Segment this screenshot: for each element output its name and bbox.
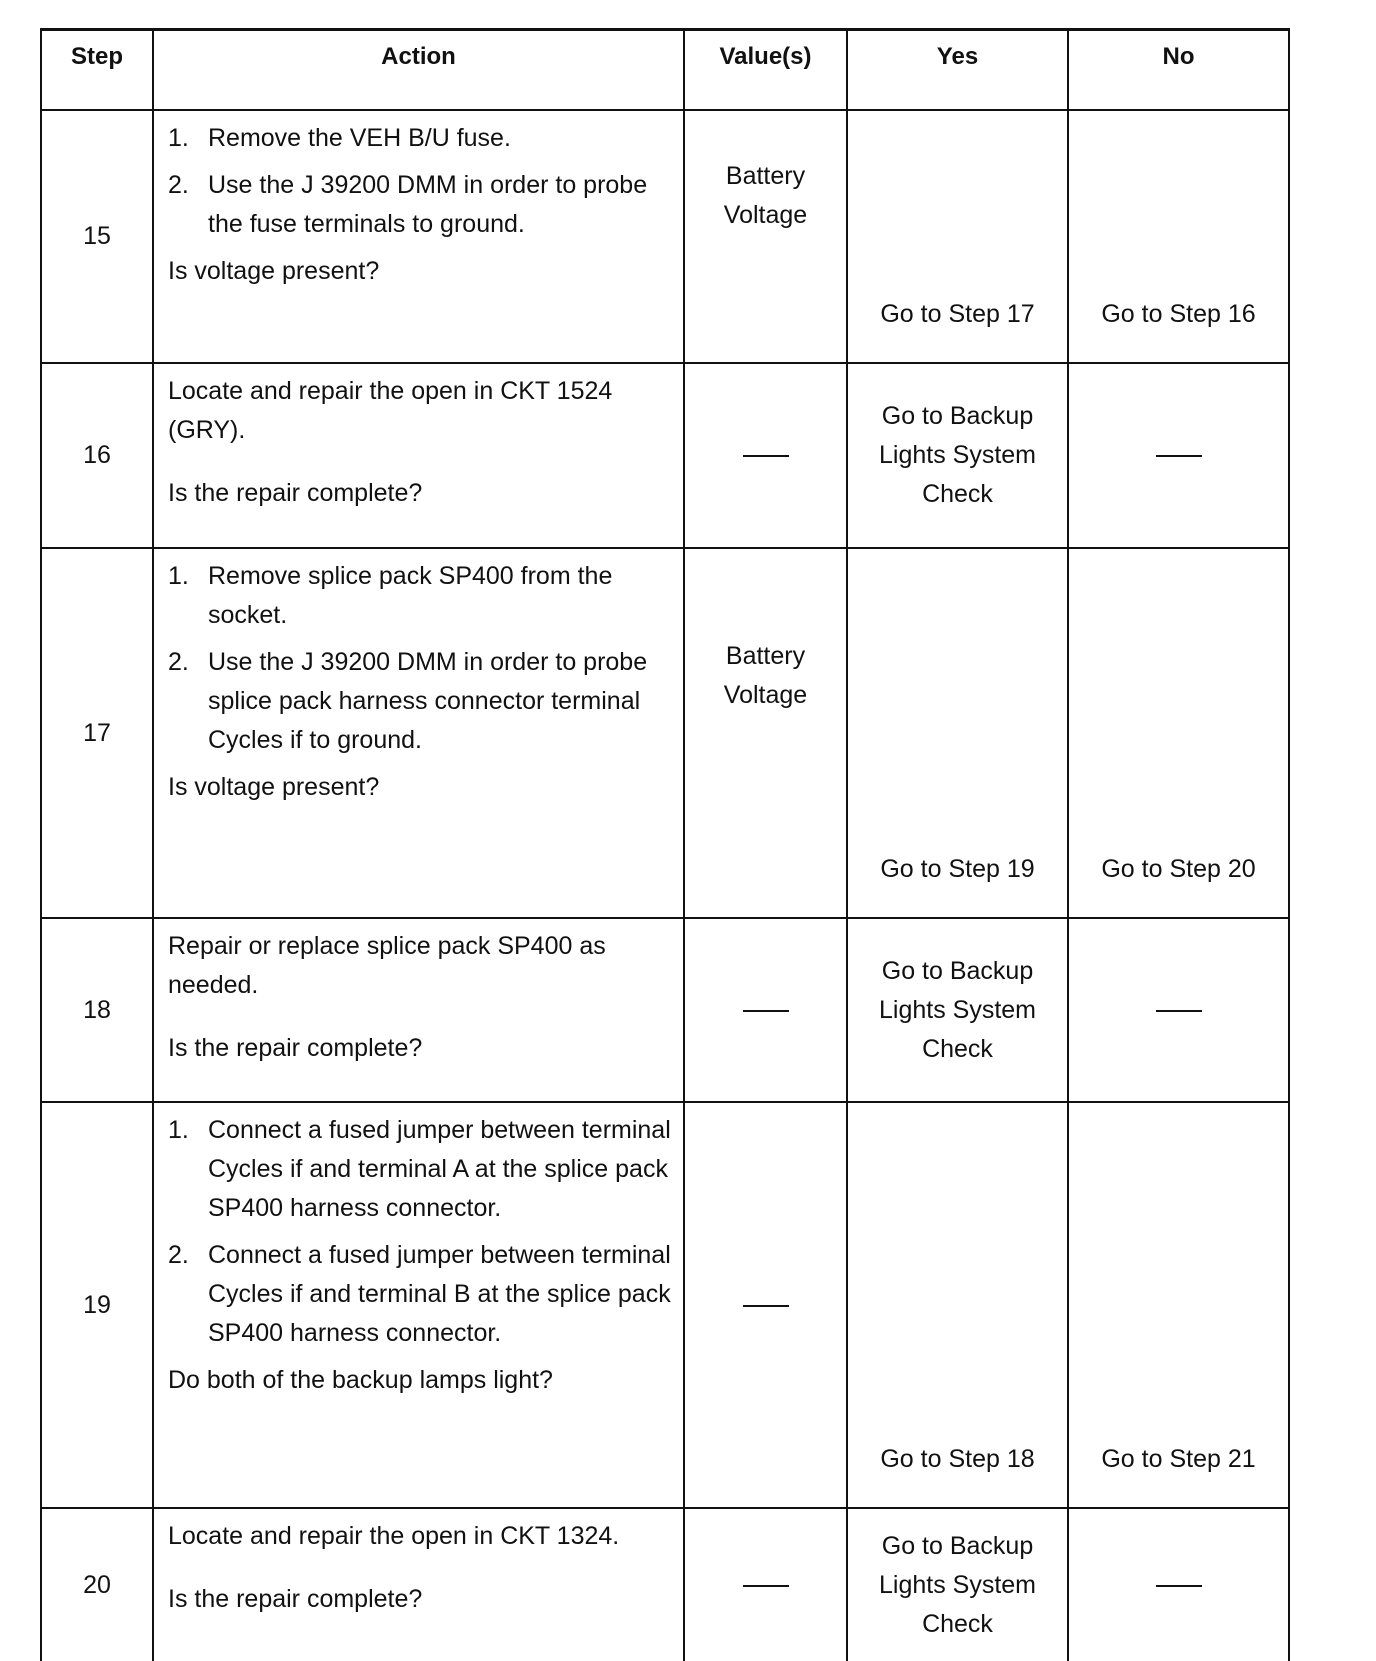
- yes-link: Go to Backup Lights System Check: [878, 402, 1036, 508]
- yes-cell: [847, 1508, 1068, 1661]
- action-item: 1. Connect a fused jumper between terminal Cycles if and terminal A at the splice pack SP400 harness connector.: [168, 1116, 671, 1222]
- action-text: Locate and repair the open in CKT 1324.: [168, 1522, 620, 1550]
- action-question: Is the repair complete?: [168, 479, 423, 507]
- no-cell: [1068, 1102, 1289, 1508]
- action-item: 2. Connect a fused jumper between terminal Cycles if and terminal B at the splice pack SP400 harness connector.: [168, 1241, 671, 1347]
- value-cell: [684, 1508, 847, 1661]
- value-cell: Battery Voltage: [684, 548, 847, 918]
- no-link: Go to Step 16: [1101, 300, 1256, 328]
- action-cell: [153, 918, 684, 1102]
- yes-cell: [847, 1102, 1068, 1508]
- table-row: [41, 110, 1289, 363]
- header-no: No: [1068, 30, 1289, 111]
- empty-dash: [743, 455, 789, 457]
- table-row: [41, 918, 1289, 1102]
- table-row: [41, 363, 1289, 548]
- yes-link: Go to Backup Lights System Check: [878, 956, 1036, 1063]
- action-cell: [153, 1102, 684, 1508]
- action-item: 1. Remove the VEH B/U fuse.: [168, 124, 511, 152]
- step-number: 16: [41, 363, 153, 548]
- yes-link: Go to Step 17: [880, 300, 1035, 328]
- yes-cell: [847, 548, 1068, 918]
- action-question: Is voltage present?: [168, 773, 380, 801]
- action-text: Repair or replace splice pack SP400 as needed.: [168, 932, 606, 999]
- header-yes: Yes: [847, 30, 1068, 111]
- action-text: Locate and repair the open in CKT 1524 (GRY).: [168, 377, 613, 444]
- no-cell: [1068, 363, 1289, 548]
- action-question: Is the repair complete?: [168, 1585, 423, 1613]
- step-number: 18: [41, 918, 153, 1102]
- yes-link: Go to Step 18: [880, 1445, 1035, 1473]
- step-number: 15: [41, 110, 153, 363]
- action-question: Is voltage present?: [168, 257, 380, 285]
- action-item: 2. Use the J 39200 DMM in order to probe the fuse terminals to ground.: [168, 171, 648, 238]
- no-cell: [1068, 1508, 1289, 1661]
- table-row: [41, 548, 1289, 918]
- header-row: [41, 30, 1289, 111]
- step-number: 20: [41, 1508, 153, 1661]
- value-cell: [684, 918, 847, 1102]
- action-question: Do both of the backup lamps light?: [168, 1366, 553, 1394]
- no-cell: [1068, 548, 1289, 918]
- no-link: Go to Step 21: [1101, 1445, 1256, 1473]
- empty-dash: [1156, 1585, 1202, 1587]
- yes-cell: [847, 110, 1068, 363]
- value-cell: [684, 363, 847, 548]
- action-cell: [153, 363, 684, 548]
- yes-cell: [847, 918, 1068, 1102]
- header-step: Step: [41, 30, 153, 111]
- empty-dash: [743, 1010, 789, 1012]
- action-cell: [153, 548, 684, 918]
- value-cell: Battery Voltage: [684, 110, 847, 363]
- yes-cell: [847, 363, 1068, 548]
- no-cell: [1068, 110, 1289, 363]
- table-row: [41, 1102, 1289, 1508]
- no-cell: [1068, 918, 1289, 1102]
- value-cell: [684, 1102, 847, 1508]
- no-link: Go to Step 20: [1101, 855, 1256, 883]
- empty-dash: [743, 1585, 789, 1587]
- action-cell: [153, 1508, 684, 1661]
- table-row: [41, 1508, 1289, 1661]
- action-question: Is the repair complete?: [168, 1034, 423, 1062]
- yes-link: Go to Backup Lights System Check: [878, 1531, 1036, 1638]
- action-cell: [153, 110, 684, 363]
- step-number: 17: [41, 548, 153, 918]
- header-action: Action: [153, 30, 684, 111]
- step-number: 19: [41, 1102, 153, 1508]
- header-values: Value(s): [684, 30, 847, 111]
- action-item: 2. Use the J 39200 DMM in order to probe splice pack harness connector terminal Cycles if to ground.: [168, 648, 648, 754]
- empty-dash: [1156, 455, 1202, 457]
- yes-link: Go to Step 19: [880, 855, 1035, 883]
- empty-dash: [1156, 1010, 1202, 1012]
- action-item: 1. Remove splice pack SP400 from the socket.: [168, 562, 613, 629]
- empty-dash: [743, 1305, 789, 1307]
- diagnostic-table: [40, 28, 1290, 1661]
